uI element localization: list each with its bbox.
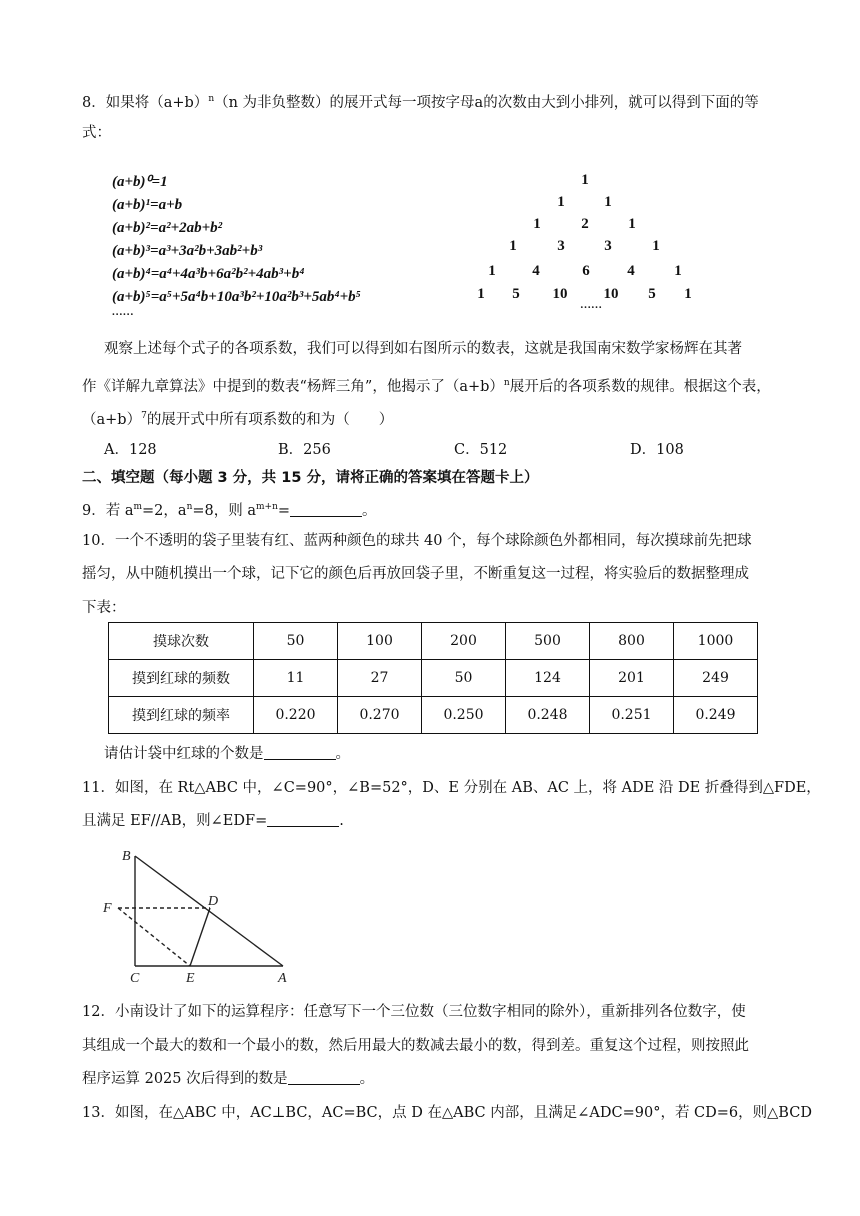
table-cell: 100: [338, 623, 422, 660]
q8-line-2: 式：: [82, 125, 111, 141]
triangle-cell: 10: [552, 286, 568, 302]
q8-para-1: 观察上述每个式子的各项系数，我们可以得到如右图所示的数表，这就是我国南宋数学家杨辉在其著: [104, 341, 742, 357]
table-cell: 0.270: [338, 697, 422, 734]
triangle-cell: 3: [557, 238, 565, 254]
table-cell: 50: [254, 623, 338, 660]
q9: 9．若 $a^m=2$，$a^n=8$，则 $a^{m+n}=$ 。: [82, 502, 377, 519]
table-row: [109, 623, 758, 660]
table-cell: 1000: [674, 623, 758, 660]
table-cell: 27: [338, 660, 422, 697]
table-cell: 0.248: [506, 697, 590, 734]
table-cell: 摸到红球的频数: [109, 660, 254, 697]
q10-ask: 请估计袋中红球的个数是 。: [104, 746, 350, 762]
triangle-cell: 1: [674, 263, 682, 279]
q11-line-1: 11．如图，在 Rt△ABC 中，∠C=90°，∠B=52°，D、E 分别在 AB、AC 上，将 ADE 沿 DE 折叠得到△FDE，: [82, 780, 821, 796]
triangle-cell: 1: [509, 238, 517, 254]
q12-line-3: 程序运算 2025 次后得到的数是 。: [82, 1071, 375, 1087]
dashed-fe: [118, 908, 190, 966]
table-cell: 124: [506, 660, 590, 697]
table-row: [109, 660, 758, 697]
label-d: D: [208, 894, 219, 909]
triangle-cell: 4: [532, 263, 540, 279]
triangle-cell: 3: [604, 238, 612, 254]
frequency-table: [108, 622, 758, 734]
triangle-fold-figure: [90, 842, 310, 984]
triangle-cell: 1: [652, 238, 660, 254]
table-cell: 0.249: [674, 697, 758, 734]
expansion-dots: ……: [112, 306, 134, 318]
answer-blank: [264, 745, 336, 760]
q8-options: [0, 439, 860, 461]
triangle-cell: 1: [604, 194, 612, 210]
triangle-cell: 10: [603, 286, 619, 302]
triangle-cell: 5: [512, 286, 520, 302]
table-cell: 摸球次数: [109, 623, 254, 660]
table-cell: 800: [590, 623, 674, 660]
label-c: C: [130, 971, 140, 984]
option-c: C．512: [454, 442, 508, 458]
answer-blank: [267, 812, 339, 827]
table-cell: 500: [506, 623, 590, 660]
label-e: E: [186, 971, 195, 984]
triangle-cell: 2: [581, 216, 589, 232]
option-b: B．256: [278, 442, 331, 458]
triangle-cell: 1: [557, 194, 565, 210]
label-a: A: [278, 971, 287, 984]
triangle-cell: 4: [627, 263, 635, 279]
label-b: B: [122, 849, 131, 864]
table-cell: 11: [254, 660, 338, 697]
q12-line-2: 其组成一个最大的数和一个最小的数，然后用最大的数减去最小的数，得到差。重复这个过程，则按照此: [82, 1038, 749, 1054]
table-cell: 50: [422, 660, 506, 697]
triangle-cell: 1: [581, 172, 589, 188]
triangle-cell: 1: [628, 216, 636, 232]
table-cell: 摸到红球的频率: [109, 697, 254, 734]
expansion-2: (a+b)²=a²+2ab+b²: [112, 220, 223, 236]
q12-line-1: 12．小南设计了如下的运算程序：任意写下一个三位数（三位数字相同的除外），重新排列各位数字，使: [82, 1004, 746, 1020]
table-cell: 249: [674, 660, 758, 697]
label-f: F: [103, 901, 112, 916]
q8-para-3: $(a+b)^7$的展开式中所有项系数的和为（ ）: [82, 411, 394, 428]
table-row: [109, 697, 758, 734]
table-cell: 0.250: [422, 697, 506, 734]
triangle-cell: 1: [477, 286, 485, 302]
q8-para-2: 作《详解九章算法》中提到的数表“杨辉三角”，他揭示了$(a+b)^n$展开后的各项系数的规律。根据这个表，: [82, 378, 771, 395]
expansion-4: (a+b)⁴=a⁴+4a³b+6a²b²+4ab³+b⁴: [112, 266, 305, 282]
table-cell: 200: [422, 623, 506, 660]
triangle-dots: ……: [580, 299, 602, 311]
q8-line-1: 8．如果将$(a+b)^n(n$ 为非负整数）的展开式每一项按字母a的次数由大到小排列，就可以得到下面的等: [82, 94, 759, 111]
triangle-cell: 1: [533, 216, 541, 232]
expansion-5: (a+b)⁵=a⁵+5a⁴b+10a³b²+10a²b³+5ab⁴+b⁵: [112, 289, 361, 305]
triangle-cell: 1: [684, 286, 692, 302]
triangle-cell: 5: [648, 286, 656, 302]
q10-line-2: 摇匀，从中随机摸出一个球，记下它的颜色后再放回袋子里，不断重复这一过程，将实验后的数据整理成: [82, 566, 749, 582]
expansion-1: (a+b)¹=a+b: [112, 197, 183, 213]
answer-blank: [290, 502, 362, 517]
option-d: D．108: [630, 442, 684, 458]
expansion-3: (a+b)³=a³+3a²b+3ab²+b³: [112, 243, 263, 259]
q10-line-1: 10．一个不透明的袋子里装有红、蓝两种颜色的球共 40 个，每个球除颜色外都相同，每次摸球前先把球: [82, 533, 752, 549]
table-cell: 0.220: [254, 697, 338, 734]
table-cell: 201: [590, 660, 674, 697]
q13-line-1: 13．如图，在△ABC 中，AC⊥BC，AC=BC，点 D 在△ABC 内部，且满足∠ADC=90°，若 CD=6，则△BCD: [82, 1105, 812, 1121]
table-cell: 0.251: [590, 697, 674, 734]
fold-line-de: [190, 908, 210, 966]
expansion-0: (a+b)⁰=1: [112, 174, 168, 190]
answer-blank: [288, 1070, 360, 1085]
triangle-cell: 6: [582, 263, 590, 279]
option-a: A．128: [104, 442, 157, 458]
section-fill-in-heading: 二、填空题（每小题 3 分，共 15 分，请将正确的答案填在答题卡上）: [82, 470, 539, 486]
q10-line-3: 下表：: [82, 600, 126, 616]
q11-line-2: 且满足 EF//AB，则∠EDF= .: [82, 813, 344, 829]
triangle-cell: 1: [488, 263, 496, 279]
